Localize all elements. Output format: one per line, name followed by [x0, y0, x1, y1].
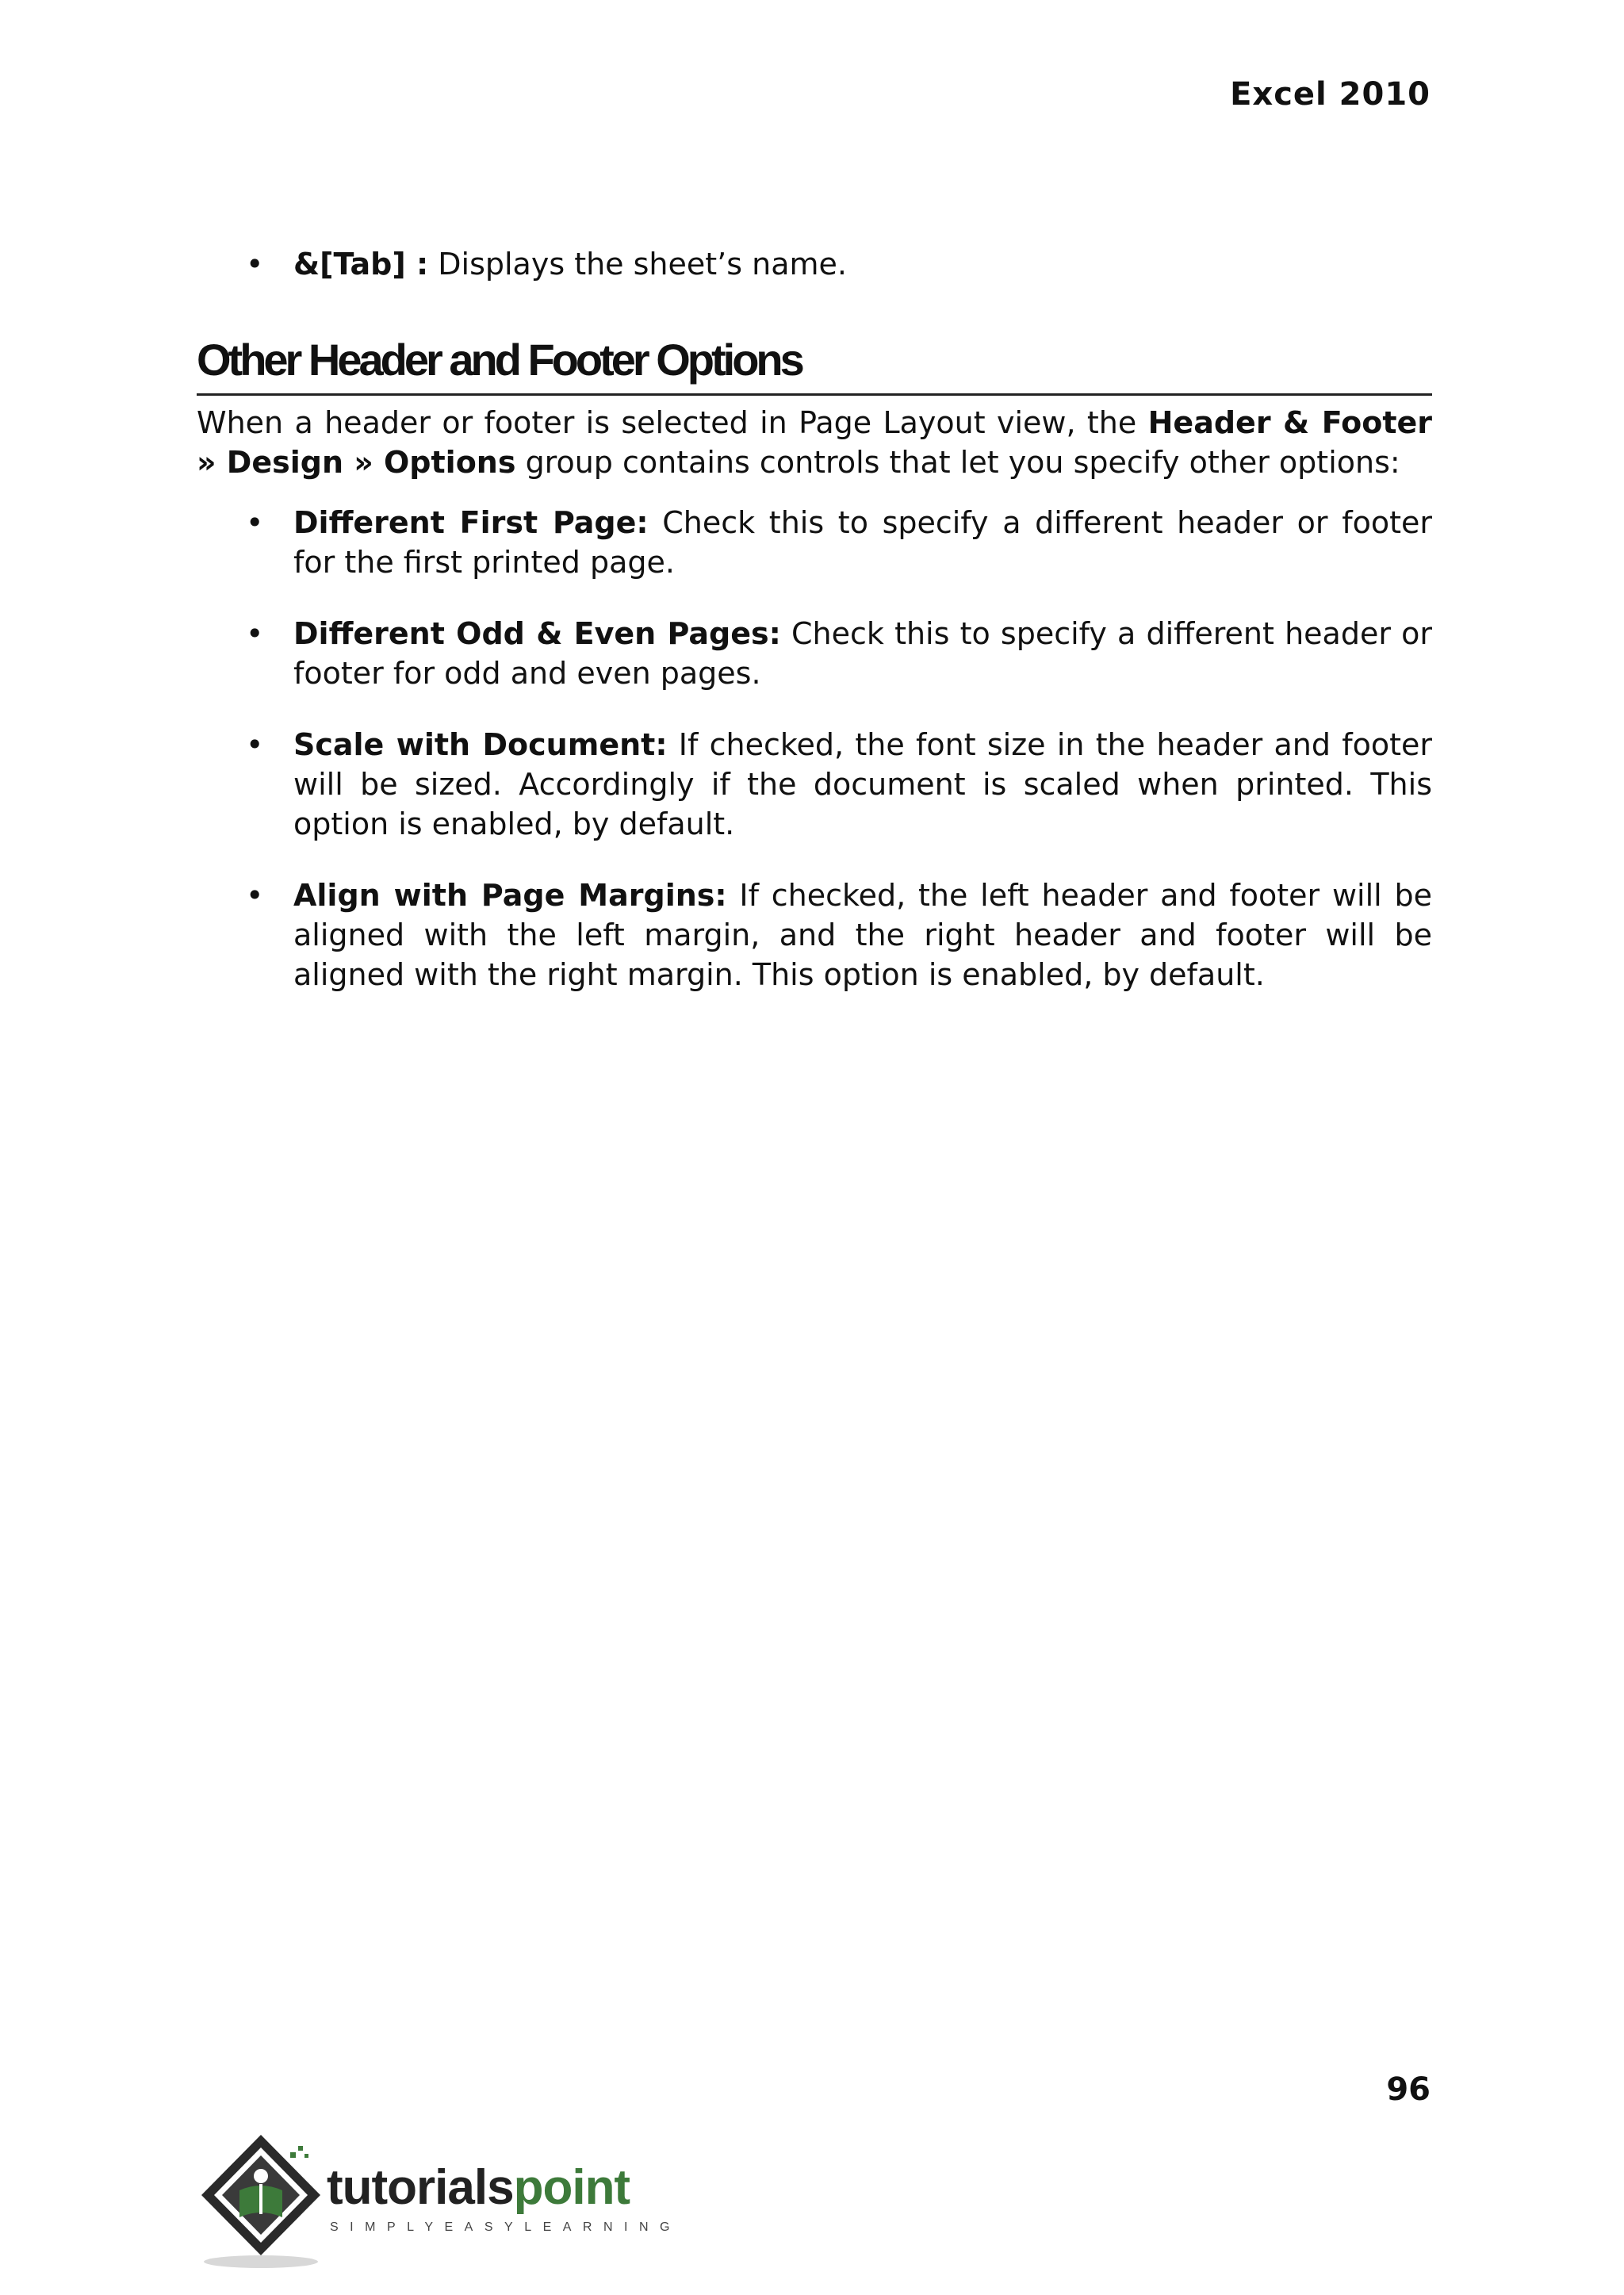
logo-tagline: SIMPLYEASYLEARNING	[330, 2220, 681, 2234]
option-text: Check this to specify a different header or footer for the first printed page.	[293, 505, 1432, 580]
intro-menu-path: Header & Footer » Design » Options	[197, 405, 1432, 480]
top-bullet-list	[197, 244, 1432, 316]
logo-wordmark: tutorialspoint	[327, 2160, 630, 2215]
option-text: If checked, the left header and footer will be aligned with the left margin, and the right header and footer will be aligned with the right margin. This option is enabled, by default.	[293, 878, 1432, 992]
option-term: Different Odd & Even Pages:	[293, 616, 781, 651]
page-number: 96	[1386, 2071, 1431, 2108]
option-text: Check this to specify a different header or footer for odd and even pages.	[293, 616, 1432, 691]
list-item	[197, 875, 1432, 994]
option-text: If checked, the font size in the header and footer will be sized. Accordingly if the document is scaled when printed. This option is enabled, by default.	[293, 727, 1433, 841]
list-item	[197, 503, 1432, 582]
intro-text-start: When a header or footer is selected in Page Layout view, the	[197, 405, 1148, 440]
list-item	[197, 725, 1432, 844]
running-header: Excel 2010	[1230, 76, 1431, 113]
option-term: Different First Page:	[293, 505, 649, 540]
logo-diamond-icon	[193, 2128, 328, 2271]
section-title: Other Header and Footer Options	[197, 331, 1432, 396]
intro-text-end: group contains controls that let you specify other options:	[515, 445, 1400, 480]
bullet-term: &[Tab] :	[293, 247, 429, 282]
tutorialspoint-logo	[193, 2128, 681, 2271]
options-list	[197, 503, 1432, 1026]
option-term: Align with Page Margins:	[293, 878, 727, 913]
list-item	[197, 614, 1432, 693]
option-term: Scale with Document:	[293, 727, 668, 762]
intro-paragraph	[197, 403, 1432, 482]
list-item	[197, 244, 1432, 284]
bullet-text: Displays the sheet’s name.	[428, 247, 847, 282]
